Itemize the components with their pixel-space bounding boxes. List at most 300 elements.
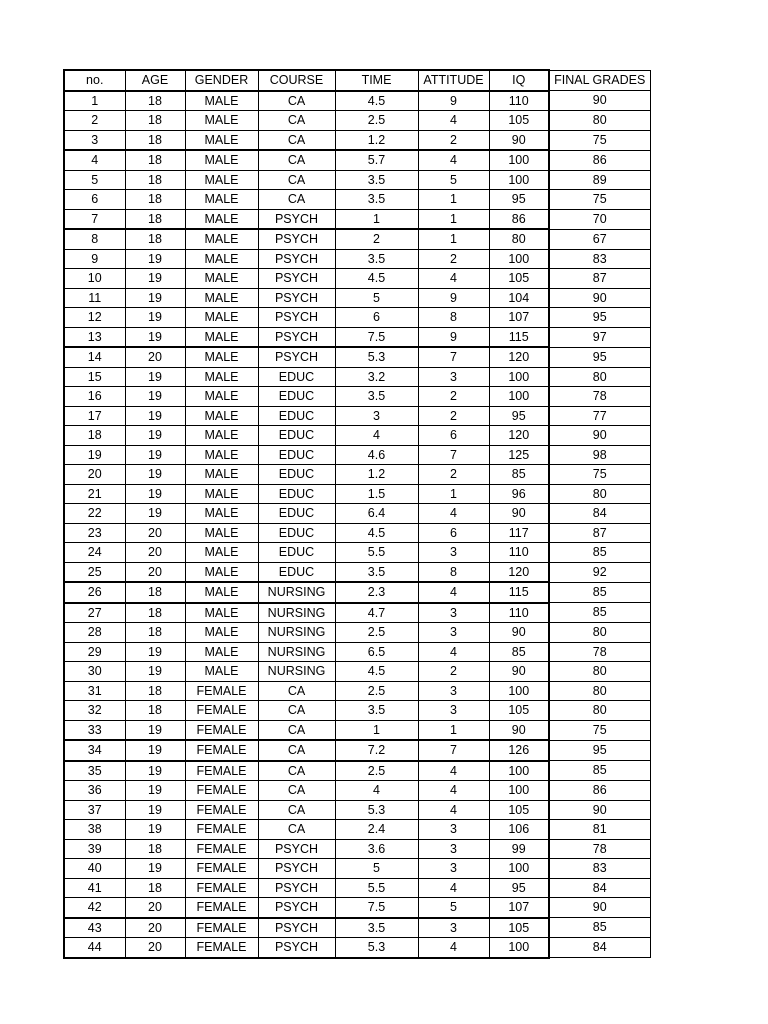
cell-iq: 105 [489, 111, 549, 131]
cell-attitude: 6 [418, 523, 489, 543]
cell-attitude: 2 [418, 130, 489, 150]
cell-course: CA [258, 800, 335, 820]
cell-iq: 90 [489, 662, 549, 682]
cell-gender: FEMALE [185, 701, 258, 721]
table-row [64, 623, 650, 643]
cell-age: 19 [125, 249, 185, 269]
cell-no: 15 [64, 367, 125, 387]
cell-course: PSYCH [258, 347, 335, 367]
cell-age: 20 [125, 523, 185, 543]
table-row [64, 269, 650, 289]
cell-final-grades: 80 [549, 367, 650, 387]
cell-final-grades: 86 [549, 781, 650, 801]
cell-final-grades: 80 [549, 681, 650, 701]
cell-final-grades: 98 [549, 445, 650, 465]
table-row [64, 445, 650, 465]
cell-time: 4.6 [335, 445, 418, 465]
cell-time: 3.5 [335, 562, 418, 582]
table-row [64, 209, 650, 229]
cell-age: 18 [125, 111, 185, 131]
cell-attitude: 4 [418, 800, 489, 820]
cell-age: 20 [125, 898, 185, 918]
cell-no: 28 [64, 623, 125, 643]
cell-no: 4 [64, 150, 125, 170]
cell-course: EDUC [258, 504, 335, 524]
cell-gender: FEMALE [185, 859, 258, 879]
cell-no: 11 [64, 288, 125, 308]
cell-gender: MALE [185, 327, 258, 347]
cell-time: 3.5 [335, 170, 418, 190]
cell-final-grades: 81 [549, 820, 650, 840]
cell-time: 7.5 [335, 327, 418, 347]
cell-course: EDUC [258, 484, 335, 504]
cell-attitude: 3 [418, 623, 489, 643]
table-row [64, 839, 650, 859]
cell-gender: MALE [185, 603, 258, 623]
cell-no: 33 [64, 720, 125, 740]
table-row [64, 504, 650, 524]
cell-final-grades: 84 [549, 878, 650, 898]
cell-time: 1 [335, 209, 418, 229]
cell-time: 5.3 [335, 800, 418, 820]
cell-time: 6 [335, 308, 418, 328]
cell-time: 4.5 [335, 91, 418, 111]
cell-time: 4.7 [335, 603, 418, 623]
cell-gender: MALE [185, 288, 258, 308]
cell-gender: MALE [185, 229, 258, 249]
table-row [64, 740, 650, 761]
column-header-final-grades: FINAL GRADES [549, 70, 650, 91]
cell-course: NURSING [258, 582, 335, 603]
table-row [64, 582, 650, 603]
column-header-no: no. [64, 70, 125, 91]
cell-gender: FEMALE [185, 898, 258, 918]
cell-no: 10 [64, 269, 125, 289]
cell-attitude: 4 [418, 938, 489, 958]
cell-gender: FEMALE [185, 938, 258, 958]
cell-age: 19 [125, 642, 185, 662]
cell-gender: FEMALE [185, 761, 258, 781]
cell-age: 18 [125, 91, 185, 111]
cell-age: 19 [125, 859, 185, 879]
cell-no: 16 [64, 387, 125, 407]
table-row [64, 387, 650, 407]
cell-iq: 100 [489, 367, 549, 387]
cell-final-grades: 95 [549, 308, 650, 328]
cell-iq: 100 [489, 859, 549, 879]
cell-iq: 110 [489, 543, 549, 563]
cell-no: 31 [64, 681, 125, 701]
cell-time: 7.5 [335, 898, 418, 918]
cell-gender: MALE [185, 445, 258, 465]
table-row [64, 562, 650, 582]
cell-final-grades: 78 [549, 387, 650, 407]
table-row [64, 800, 650, 820]
cell-age: 19 [125, 367, 185, 387]
cell-age: 20 [125, 938, 185, 958]
cell-iq: 95 [489, 878, 549, 898]
cell-time: 4 [335, 426, 418, 446]
cell-iq: 86 [489, 209, 549, 229]
cell-gender: FEMALE [185, 681, 258, 701]
cell-attitude: 3 [418, 859, 489, 879]
cell-gender: MALE [185, 504, 258, 524]
cell-no: 23 [64, 523, 125, 543]
table-row [64, 761, 650, 781]
cell-no: 22 [64, 504, 125, 524]
cell-attitude: 1 [418, 190, 489, 210]
cell-gender: MALE [185, 623, 258, 643]
cell-final-grades: 70 [549, 209, 650, 229]
cell-no: 21 [64, 484, 125, 504]
cell-final-grades: 87 [549, 523, 650, 543]
cell-course: NURSING [258, 603, 335, 623]
cell-time: 4.5 [335, 523, 418, 543]
cell-course: PSYCH [258, 249, 335, 269]
cell-course: PSYCH [258, 839, 335, 859]
cell-gender: MALE [185, 367, 258, 387]
cell-age: 18 [125, 190, 185, 210]
cell-time: 5.5 [335, 543, 418, 563]
cell-final-grades: 80 [549, 111, 650, 131]
cell-final-grades: 97 [549, 327, 650, 347]
cell-attitude: 3 [418, 603, 489, 623]
cell-time: 5.5 [335, 878, 418, 898]
cell-age: 18 [125, 681, 185, 701]
cell-final-grades: 90 [549, 426, 650, 446]
table-row [64, 249, 650, 269]
cell-attitude: 3 [418, 918, 489, 938]
cell-attitude: 2 [418, 465, 489, 485]
cell-final-grades: 85 [549, 918, 650, 938]
cell-iq: 117 [489, 523, 549, 543]
cell-no: 19 [64, 445, 125, 465]
cell-course: NURSING [258, 623, 335, 643]
table-row [64, 781, 650, 801]
cell-attitude: 3 [418, 839, 489, 859]
cell-no: 1 [64, 91, 125, 111]
cell-course: NURSING [258, 662, 335, 682]
cell-gender: MALE [185, 111, 258, 131]
cell-course: CA [258, 720, 335, 740]
cell-iq: 90 [489, 720, 549, 740]
cell-iq: 90 [489, 623, 549, 643]
cell-gender: FEMALE [185, 740, 258, 761]
cell-age: 18 [125, 603, 185, 623]
cell-course: PSYCH [258, 327, 335, 347]
cell-iq: 90 [489, 504, 549, 524]
column-header-course: COURSE [258, 70, 335, 91]
table-row [64, 308, 650, 328]
cell-attitude: 6 [418, 426, 489, 446]
table-row [64, 91, 650, 111]
cell-gender: MALE [185, 308, 258, 328]
cell-final-grades: 90 [549, 288, 650, 308]
cell-course: PSYCH [258, 229, 335, 249]
cell-attitude: 4 [418, 504, 489, 524]
cell-final-grades: 90 [549, 800, 650, 820]
column-header-attitude: ATTITUDE [418, 70, 489, 91]
cell-attitude: 8 [418, 562, 489, 582]
table-row [64, 701, 650, 721]
cell-time: 2.5 [335, 681, 418, 701]
cell-final-grades: 75 [549, 130, 650, 150]
cell-time: 2.4 [335, 820, 418, 840]
cell-final-grades: 85 [549, 761, 650, 781]
cell-gender: MALE [185, 426, 258, 446]
cell-age: 19 [125, 720, 185, 740]
cell-time: 3 [335, 406, 418, 426]
table-row [64, 720, 650, 740]
cell-gender: MALE [185, 347, 258, 367]
student-data-table [63, 69, 651, 959]
cell-course: EDUC [258, 445, 335, 465]
cell-no: 38 [64, 820, 125, 840]
cell-attitude: 9 [418, 91, 489, 111]
cell-time: 5.3 [335, 938, 418, 958]
table-row [64, 859, 650, 879]
cell-course: CA [258, 130, 335, 150]
cell-no: 30 [64, 662, 125, 682]
cell-attitude: 8 [418, 308, 489, 328]
cell-age: 19 [125, 327, 185, 347]
cell-attitude: 1 [418, 720, 489, 740]
cell-final-grades: 78 [549, 839, 650, 859]
cell-iq: 105 [489, 269, 549, 289]
cell-attitude: 4 [418, 761, 489, 781]
cell-no: 41 [64, 878, 125, 898]
cell-no: 25 [64, 562, 125, 582]
cell-course: PSYCH [258, 898, 335, 918]
cell-iq: 110 [489, 603, 549, 623]
cell-age: 19 [125, 426, 185, 446]
cell-attitude: 5 [418, 898, 489, 918]
cell-no: 18 [64, 426, 125, 446]
cell-age: 19 [125, 387, 185, 407]
cell-gender: MALE [185, 91, 258, 111]
cell-no: 6 [64, 190, 125, 210]
cell-no: 20 [64, 465, 125, 485]
cell-time: 4.5 [335, 269, 418, 289]
cell-gender: MALE [185, 190, 258, 210]
cell-time: 6.4 [335, 504, 418, 524]
cell-final-grades: 80 [549, 623, 650, 643]
cell-final-grades: 85 [549, 603, 650, 623]
cell-age: 19 [125, 504, 185, 524]
cell-final-grades: 84 [549, 938, 650, 958]
cell-course: CA [258, 761, 335, 781]
cell-iq: 126 [489, 740, 549, 761]
cell-age: 20 [125, 347, 185, 367]
cell-gender: MALE [185, 406, 258, 426]
cell-age: 19 [125, 662, 185, 682]
cell-no: 9 [64, 249, 125, 269]
cell-time: 3.2 [335, 367, 418, 387]
table-row [64, 130, 650, 150]
cell-attitude: 7 [418, 445, 489, 465]
cell-iq: 90 [489, 130, 549, 150]
cell-no: 12 [64, 308, 125, 328]
cell-no: 26 [64, 582, 125, 603]
cell-iq: 100 [489, 249, 549, 269]
cell-no: 39 [64, 839, 125, 859]
cell-gender: FEMALE [185, 720, 258, 740]
cell-course: EDUC [258, 465, 335, 485]
cell-attitude: 2 [418, 387, 489, 407]
cell-age: 20 [125, 543, 185, 563]
cell-time: 2 [335, 229, 418, 249]
cell-course: PSYCH [258, 859, 335, 879]
cell-course: PSYCH [258, 288, 335, 308]
cell-final-grades: 78 [549, 642, 650, 662]
cell-attitude: 3 [418, 543, 489, 563]
cell-gender: FEMALE [185, 918, 258, 938]
cell-time: 1.5 [335, 484, 418, 504]
cell-final-grades: 77 [549, 406, 650, 426]
cell-gender: MALE [185, 150, 258, 170]
cell-iq: 125 [489, 445, 549, 465]
cell-attitude: 2 [418, 406, 489, 426]
cell-no: 34 [64, 740, 125, 761]
cell-attitude: 4 [418, 642, 489, 662]
column-header-gender: GENDER [185, 70, 258, 91]
cell-age: 19 [125, 761, 185, 781]
cell-final-grades: 95 [549, 740, 650, 761]
cell-no: 37 [64, 800, 125, 820]
table-row [64, 603, 650, 623]
cell-age: 19 [125, 820, 185, 840]
cell-time: 1.2 [335, 465, 418, 485]
table-row [64, 642, 650, 662]
cell-iq: 104 [489, 288, 549, 308]
cell-course: EDUC [258, 523, 335, 543]
cell-iq: 105 [489, 800, 549, 820]
cell-gender: FEMALE [185, 800, 258, 820]
cell-final-grades: 83 [549, 859, 650, 879]
cell-iq: 95 [489, 406, 549, 426]
cell-attitude: 1 [418, 484, 489, 504]
cell-age: 18 [125, 209, 185, 229]
table-row [64, 465, 650, 485]
cell-iq: 120 [489, 347, 549, 367]
cell-attitude: 4 [418, 781, 489, 801]
table-row [64, 288, 650, 308]
cell-gender: MALE [185, 562, 258, 582]
cell-course: CA [258, 150, 335, 170]
cell-no: 42 [64, 898, 125, 918]
header-row [64, 70, 650, 91]
cell-final-grades: 75 [549, 720, 650, 740]
cell-attitude: 3 [418, 701, 489, 721]
cell-iq: 120 [489, 426, 549, 446]
cell-gender: MALE [185, 130, 258, 150]
cell-time: 4.5 [335, 662, 418, 682]
cell-iq: 107 [489, 308, 549, 328]
cell-attitude: 4 [418, 269, 489, 289]
cell-no: 5 [64, 170, 125, 190]
cell-age: 19 [125, 484, 185, 504]
cell-final-grades: 89 [549, 170, 650, 190]
cell-no: 32 [64, 701, 125, 721]
table-row [64, 681, 650, 701]
table-body [64, 91, 650, 958]
cell-gender: FEMALE [185, 839, 258, 859]
cell-time: 5.7 [335, 150, 418, 170]
cell-course: CA [258, 111, 335, 131]
cell-no: 2 [64, 111, 125, 131]
table-row [64, 662, 650, 682]
cell-time: 3.5 [335, 387, 418, 407]
cell-age: 18 [125, 229, 185, 249]
cell-age: 19 [125, 781, 185, 801]
cell-attitude: 3 [418, 681, 489, 701]
cell-iq: 100 [489, 170, 549, 190]
cell-iq: 100 [489, 938, 549, 958]
cell-final-grades: 83 [549, 249, 650, 269]
cell-no: 7 [64, 209, 125, 229]
table-row [64, 523, 650, 543]
cell-gender: MALE [185, 387, 258, 407]
cell-age: 20 [125, 562, 185, 582]
cell-gender: MALE [185, 170, 258, 190]
cell-gender: FEMALE [185, 820, 258, 840]
cell-age: 19 [125, 308, 185, 328]
cell-course: CA [258, 820, 335, 840]
cell-no: 3 [64, 130, 125, 150]
cell-course: PSYCH [258, 308, 335, 328]
cell-iq: 85 [489, 465, 549, 485]
cell-attitude: 9 [418, 327, 489, 347]
cell-time: 5 [335, 288, 418, 308]
cell-time: 6.5 [335, 642, 418, 662]
table-row [64, 347, 650, 367]
cell-no: 13 [64, 327, 125, 347]
cell-final-grades: 84 [549, 504, 650, 524]
cell-course: CA [258, 190, 335, 210]
cell-gender: MALE [185, 269, 258, 289]
cell-iq: 100 [489, 387, 549, 407]
cell-time: 5.3 [335, 347, 418, 367]
cell-age: 18 [125, 623, 185, 643]
cell-attitude: 5 [418, 170, 489, 190]
cell-attitude: 4 [418, 150, 489, 170]
table-row [64, 190, 650, 210]
cell-final-grades: 90 [549, 898, 650, 918]
cell-final-grades: 67 [549, 229, 650, 249]
table-row [64, 426, 650, 446]
cell-iq: 110 [489, 91, 549, 111]
cell-time: 1 [335, 720, 418, 740]
cell-course: CA [258, 740, 335, 761]
cell-course: EDUC [258, 367, 335, 387]
cell-iq: 106 [489, 820, 549, 840]
table-row [64, 938, 650, 958]
cell-iq: 99 [489, 839, 549, 859]
cell-gender: MALE [185, 662, 258, 682]
cell-iq: 96 [489, 484, 549, 504]
cell-course: EDUC [258, 406, 335, 426]
cell-no: 17 [64, 406, 125, 426]
cell-course: CA [258, 170, 335, 190]
cell-age: 18 [125, 839, 185, 859]
cell-age: 19 [125, 800, 185, 820]
cell-course: PSYCH [258, 938, 335, 958]
cell-no: 24 [64, 543, 125, 563]
cell-time: 4 [335, 781, 418, 801]
cell-iq: 100 [489, 150, 549, 170]
cell-time: 2.5 [335, 761, 418, 781]
cell-age: 18 [125, 130, 185, 150]
